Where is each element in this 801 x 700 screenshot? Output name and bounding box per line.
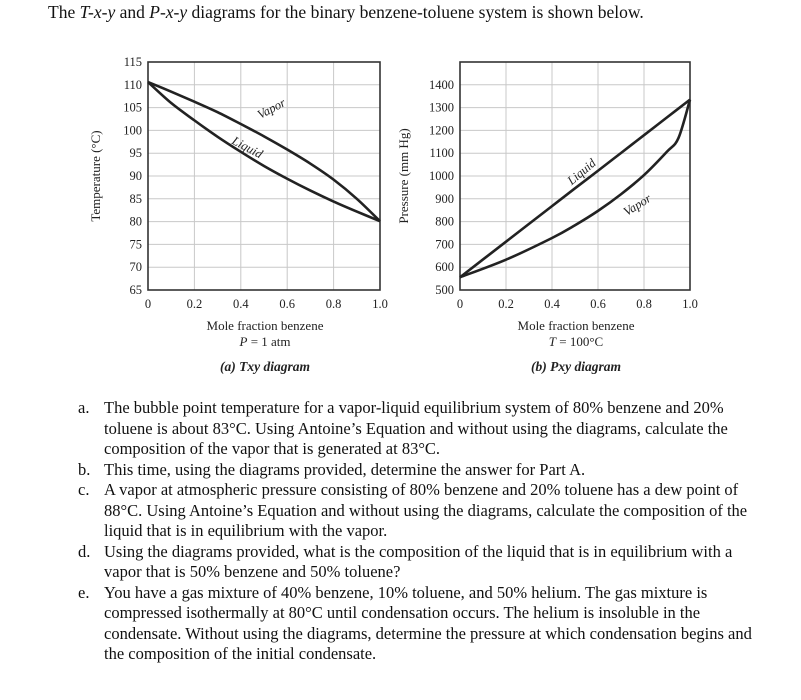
question-item [78,583,758,665]
pxy-curve-label: Liquid [564,155,599,188]
intro-middle: and [115,2,150,22]
y-tick-label: 80 [129,214,142,229]
question-text: Using the diagrams provided, what is the composition of the liquid that is in equilibrium with a vapor that is 50% benzene and 50% toluene? [104,541,733,581]
x-axis-label: Mole fraction benzene [517,318,635,333]
x-tick-label: 1.0 [372,297,388,311]
y-tick-label: 105 [123,100,142,115]
txy-vapor-curve [148,82,380,221]
question-letter: d. [78,541,91,561]
txy-liquid-curve [148,82,380,221]
x-tick-label: 0.4 [544,297,560,311]
condition-label: T = 100°C [548,334,604,349]
y-tick-label: 1300 [429,100,454,115]
y-tick-label: 65 [129,283,142,297]
intro-suffix: diagrams for the binary benzene-toluene system is shown below. [187,2,644,22]
y-tick-label: 95 [129,146,142,161]
y-tick-label: 110 [123,77,142,92]
x-tick-label: 1.0 [682,297,698,311]
y-tick-label: 90 [129,169,142,183]
question-letter: a. [78,398,90,417]
intro-txy: T-x-y [79,2,116,22]
question-text: You have a gas mixture of 40% benzene, 10% toluene, and 50% helium. The gas mixture is compressed isothermally at 80°C until condensation occurs. The helium is insoluble in the condensate. Without using the diagrams, determine the pressure at which condensation begins and the composition of the initial condensate. [104,582,752,663]
x-tick-label: 0 [456,297,464,311]
question-item [78,542,758,583]
y-tick-label: 115 [123,55,142,69]
txy-chart [88,55,388,374]
y-tick-label: 1400 [429,77,454,92]
question-letter: e. [78,582,90,602]
chart-caption: (b) Pxy diagram [531,359,621,374]
y-tick-label: 1200 [429,123,454,138]
x-tick-label: 0 [144,297,152,311]
question-list [78,398,758,665]
question-text: This time, using the diagrams provided, determine the answer for Part A. [104,459,586,479]
intro-prefix: The [48,2,80,22]
y-tick-label: 100 [123,123,142,138]
y-axis-label: Pressure (mm Hg) [396,128,411,224]
question-text: The bubble point temperature for a vapor-liquid equilibrium system of 80% benzene and 20% toluene is about 83°C. Using Antoine’s Equation and without using the diagrams, calculate the composition of the vapor that is generated at 83°C. [104,398,728,458]
x-tick-label: 0.4 [232,297,249,311]
y-tick-label: 70 [129,260,142,275]
question-item [78,480,758,542]
x-tick-label: 0.6 [279,297,296,311]
x-tick-label: 0.2 [186,297,203,311]
question-letter: b. [78,459,91,479]
txy-curve-label: Liquid [229,133,266,162]
condition-label: P = 1 atm [239,334,291,349]
x-axis-label: Mole fraction benzene [206,318,324,333]
y-tick-label: 700 [435,237,454,252]
y-tick-label: 85 [129,191,142,206]
question-text: A vapor at atmospheric pressure consisting of 80% benzene and 20% toluene has a dew point of 88°C. Using Antoine’s Equation and without using the diagrams, calculate the composition of the liquid that is in equilibrium with the vapor. [104,480,748,540]
y-tick-label: 900 [435,191,454,206]
question-letter: c. [78,480,90,499]
txy-curve-label: Vapor [254,95,288,122]
y-axis-label: Temperature (°C) [88,130,103,222]
chart-caption: (a) Txy diagram [220,359,310,374]
x-tick-label: 0.8 [325,297,342,311]
x-tick-label: 0.8 [636,297,652,311]
y-tick-label: 500 [435,283,454,297]
intro-pxy: P-x-y [149,2,188,22]
pxy-liquid-curve [460,100,690,278]
y-tick-label: 800 [435,214,454,229]
x-tick-label: 0.2 [498,297,514,311]
y-tick-label: 1000 [429,169,454,183]
pxy-chart [396,62,698,374]
question-item [78,460,758,481]
y-tick-label: 75 [129,237,142,252]
y-tick-label: 1100 [429,146,454,161]
question-item [78,398,758,460]
pxy-curve-label: Vapor [620,191,654,219]
x-tick-label: 0.6 [590,297,606,311]
y-tick-label: 600 [435,260,454,275]
